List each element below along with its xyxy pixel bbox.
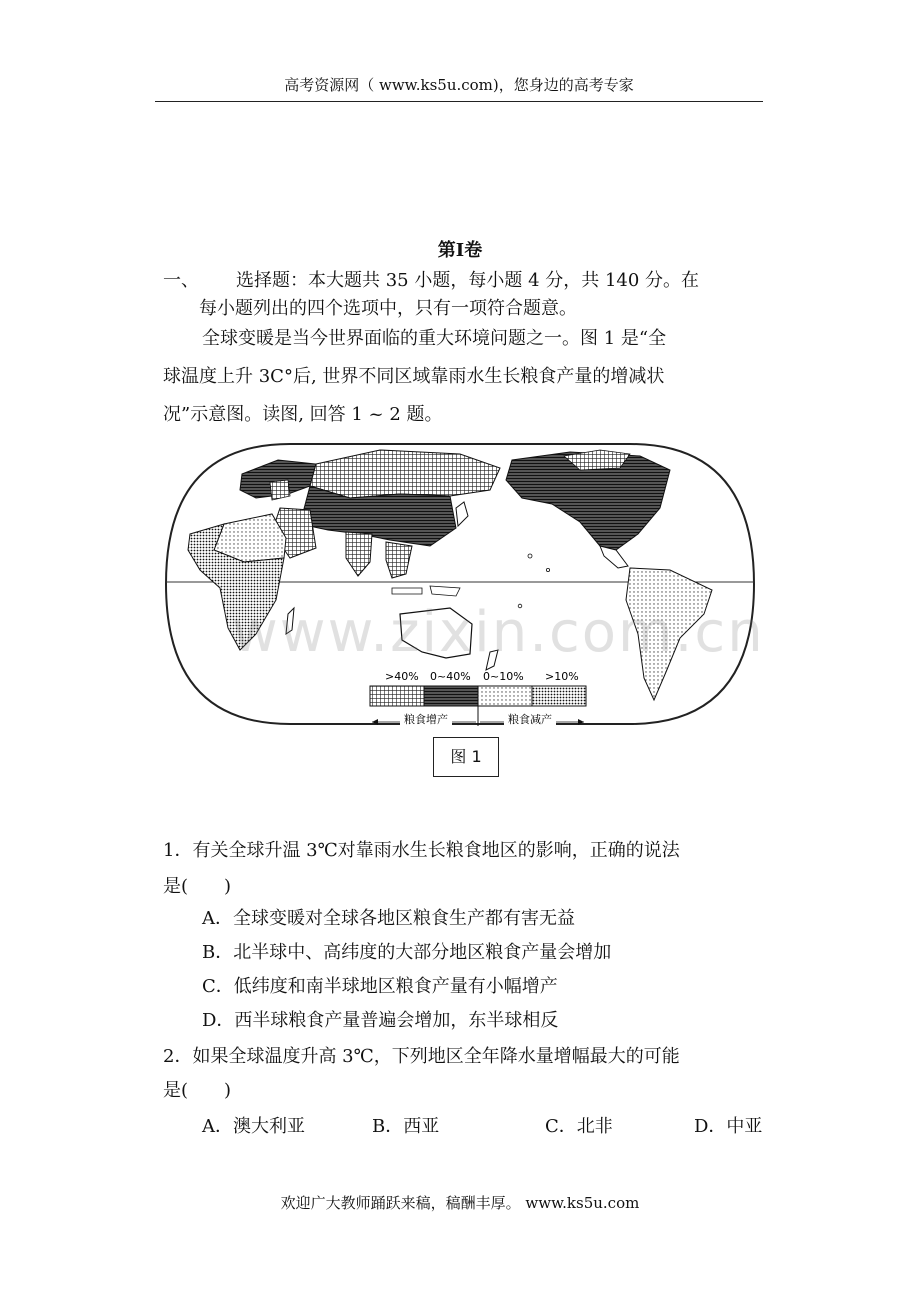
q2-line-1: 2．如果全球温度升高 3℃，下列地区全年降水量增幅最大的可能	[163, 1046, 680, 1067]
q1-option-a: A．全球变暖对全球各地区粮食生产都有害无益	[202, 908, 575, 929]
pacific-island	[546, 568, 549, 571]
intro-line-2: 球温度上升 3C°后, 世界不同区域靠雨水生长粮食产量的增减状	[163, 366, 665, 387]
new-guinea-shape	[430, 586, 460, 596]
section-title: 第Ⅰ卷	[437, 240, 483, 261]
page-footer: 欢迎广大教师踊跃来稿，稿酬丰厚。 www.ks5u.com	[280, 1194, 640, 1212]
watermark: www.zixin.com.cn	[232, 600, 765, 665]
q1-line-1: 1．有关全球升温 3℃对靠雨水生长粮食地区的影响，正确的说法	[163, 840, 680, 861]
legend-swatch-4	[532, 686, 586, 706]
world-map-figure	[160, 438, 760, 738]
legend-label-3: 0~10%	[483, 670, 524, 683]
q1-line-2: 是( )	[163, 876, 232, 897]
q2-line-2: 是( )	[163, 1080, 232, 1101]
q2-option-a: A．澳大利亚	[202, 1116, 305, 1137]
world-map	[160, 438, 760, 738]
legend-swatch-1	[370, 686, 424, 706]
legend-decrease-label: 粮食减产	[508, 713, 552, 726]
legend-label-4: >10%	[545, 670, 579, 683]
section-line-1: 选择题：本大题共 35 小题，每小题 4 分，共 140 分。在	[236, 270, 700, 291]
legend-swatch-2	[424, 686, 478, 706]
europe-sub-region	[270, 480, 290, 500]
q2-option-c: C．北非	[545, 1116, 613, 1137]
intro-line-1: 全球变暖是当今世界面临的重大环境问题之一。图 1 是“全	[202, 328, 667, 349]
q1-option-d: D．西半球粮食产量普遍会增加，东半球相反	[202, 1010, 559, 1031]
legend-label-2: 0~40%	[430, 670, 471, 683]
section-line-2: 每小题列出的四个选项中，只有一项符合题意。	[199, 298, 577, 319]
q2-option-b: B．西亚	[372, 1116, 440, 1137]
q1-option-b: B．北半球中、高纬度的大部分地区粮食产量会增加	[202, 942, 612, 963]
intro-line-3: 况”示意图。读图, 回答 1 ~ 2 题。	[163, 404, 443, 425]
indonesia-shape	[392, 588, 422, 594]
q2-option-d: D．中亚	[694, 1116, 763, 1137]
legend-increase-label: 粮食增产	[404, 713, 448, 726]
q1-option-c: C．低纬度和南半球地区粮食产量有小幅增产	[202, 976, 558, 997]
pacific-island	[528, 554, 532, 558]
section-number: 一、	[163, 270, 199, 291]
legend-label-1: >40%	[385, 670, 419, 683]
legend-swatch-3	[478, 686, 532, 706]
page-header: 高考资源网（ www.ks5u.com)，您身边的高考专家	[155, 74, 763, 102]
figure-label: 图 1	[433, 737, 499, 777]
